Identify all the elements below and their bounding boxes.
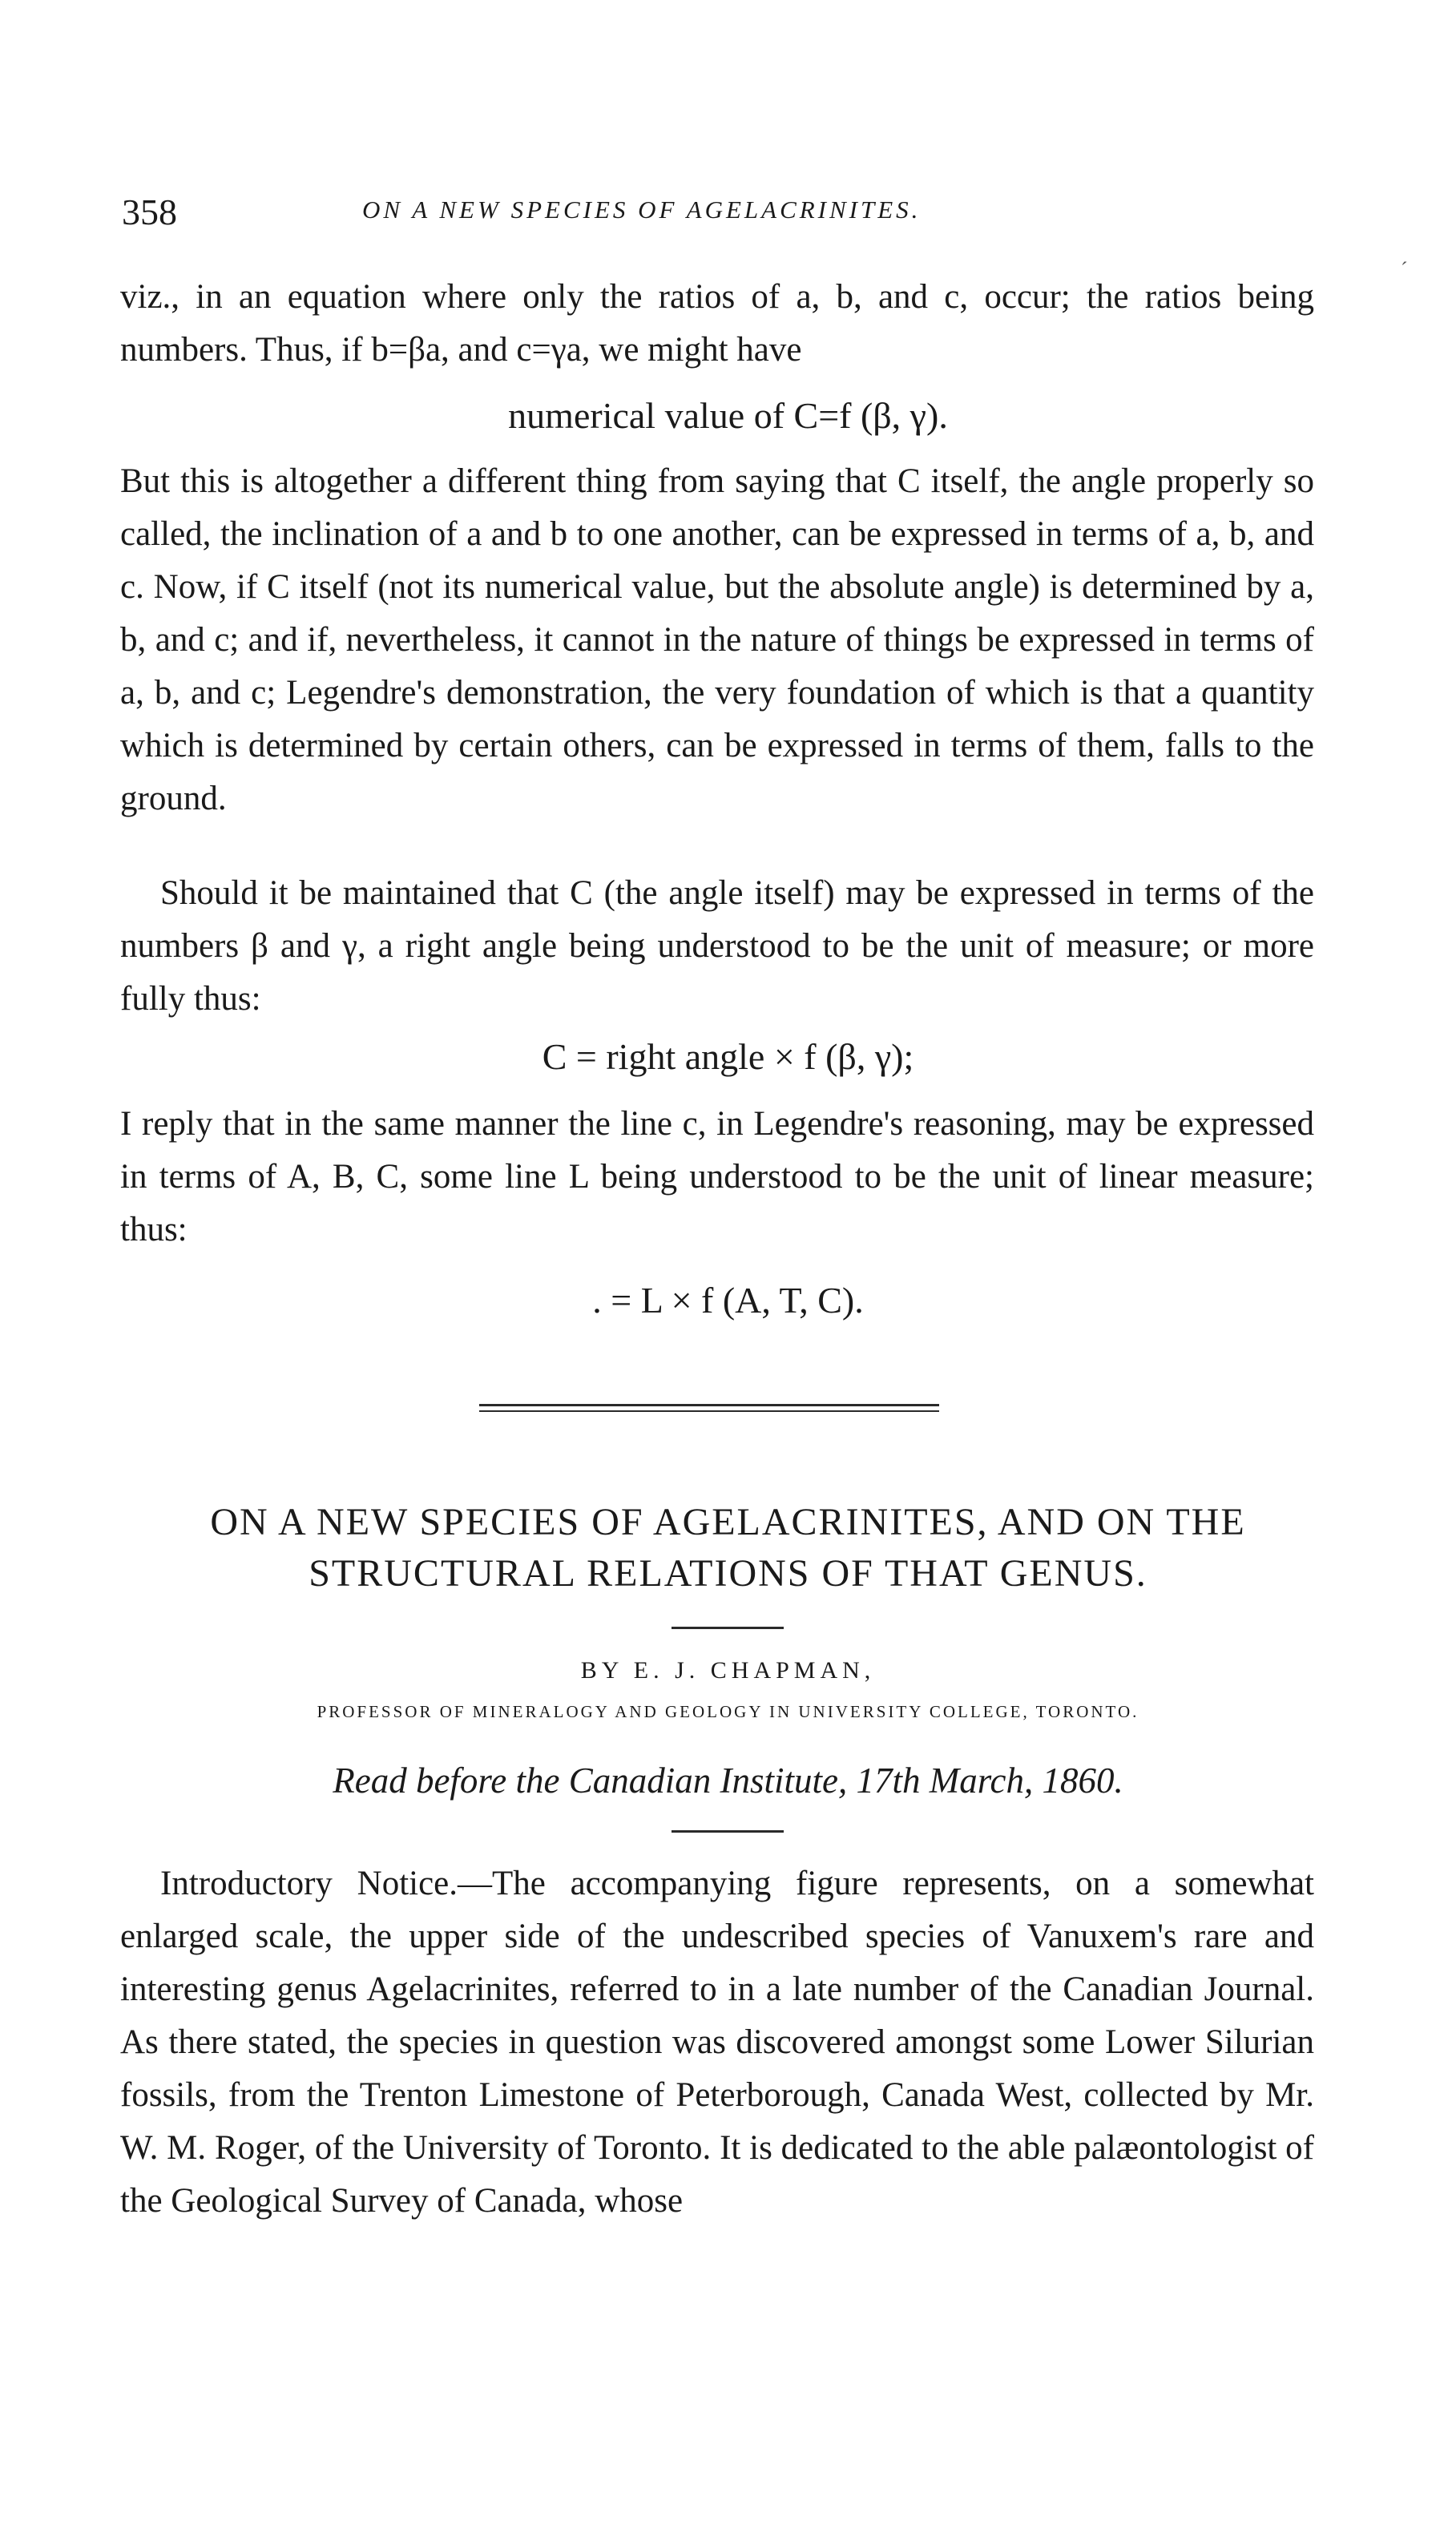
equation-numerical-value: numerical value of C=f (β, γ). [508, 395, 948, 436]
paragraph-argument: But this is altogether a different thing from saying that C itself, the angle properly so called, the inclination of a and b to one another, can be expressed in terms of a, b, and c. Now, if C itself (not its numerical value, but the absolute angle) is determined by a, b, and c; and if, nevertheless, it cannot in the nature of things be expressed in terms of a, b, and c; Legendre's demonstration, the very foundation of which is that a quantity which is determined by certain others, can be expressed in terms of them, falls to the ground. [120, 462, 1314, 817]
article-title-line-2: STRUCTURAL RELATIONS OF THAT GENUS. [309, 1552, 1147, 1595]
section-divider-top [479, 1404, 939, 1406]
section-divider-bottom [479, 1410, 939, 1412]
paragraph-continued: viz., in an equation where only the ratios of a, b, and c, occur; the ratios being numbers. Thus, if b=βa, and c=γa, we might have [120, 278, 1314, 369]
equation-linear-measure: . = L × f (A, T, C). [592, 1280, 864, 1321]
introductory-notice: Introductory Notice.—The accompanying figure represents, on a somewhat enlarged scale, the upper side of the undescribed species of Vanuxem's rare and interesting genus Agelacrinites, referred to in a late number of the Canadian Journal. As there stated, the species in question was discovered amongst some Lower Silurian fossils, from the Trenton Limestone of Peterborough, Canada West, collected by Mr. W. M. Roger, of the University of Toronto. It is dedicated to the able palæontologist of the Geological Survey of Canada, whose [120, 1865, 1314, 2220]
read-before-note: Read before the Canadian Institute, 17th March, 1860. [333, 1761, 1123, 1801]
margin-mark: ´ [1401, 258, 1408, 281]
running-title: ON A NEW SPECIES OF AGELACRINITES. [362, 196, 922, 224]
author-byline: BY E. J. CHAPMAN, [580, 1657, 876, 1684]
paragraph-reply: I reply that in the same manner the line c, in Legendre's reasoning, may be expressed in terms of A, B, C, some line L being understood to be the unit of linear measure; thus: [120, 1105, 1314, 1248]
equation-right-angle: C = right angle × f (β, γ); [542, 1036, 914, 1077]
article-title-line-1: ON A NEW SPECIES OF AGELACRINITES, AND ON THE [210, 1501, 1246, 1543]
author-affiliation: PROFESSOR OF MINERALOGY AND GEOLOGY IN UNIVERSITY COLLEGE, TORONTO. [317, 1702, 1139, 1721]
read-note-rule [672, 1830, 784, 1833]
paragraph-objection: Should it be maintained that C (the angle itself) may be expressed in terms of the numbers β and γ, a right angle being understood to be the unit of measure; or more fully thus: [120, 874, 1314, 1018]
title-rule [672, 1627, 784, 1629]
page-number: 358 [122, 192, 177, 232]
running-header [122, 191, 1324, 231]
